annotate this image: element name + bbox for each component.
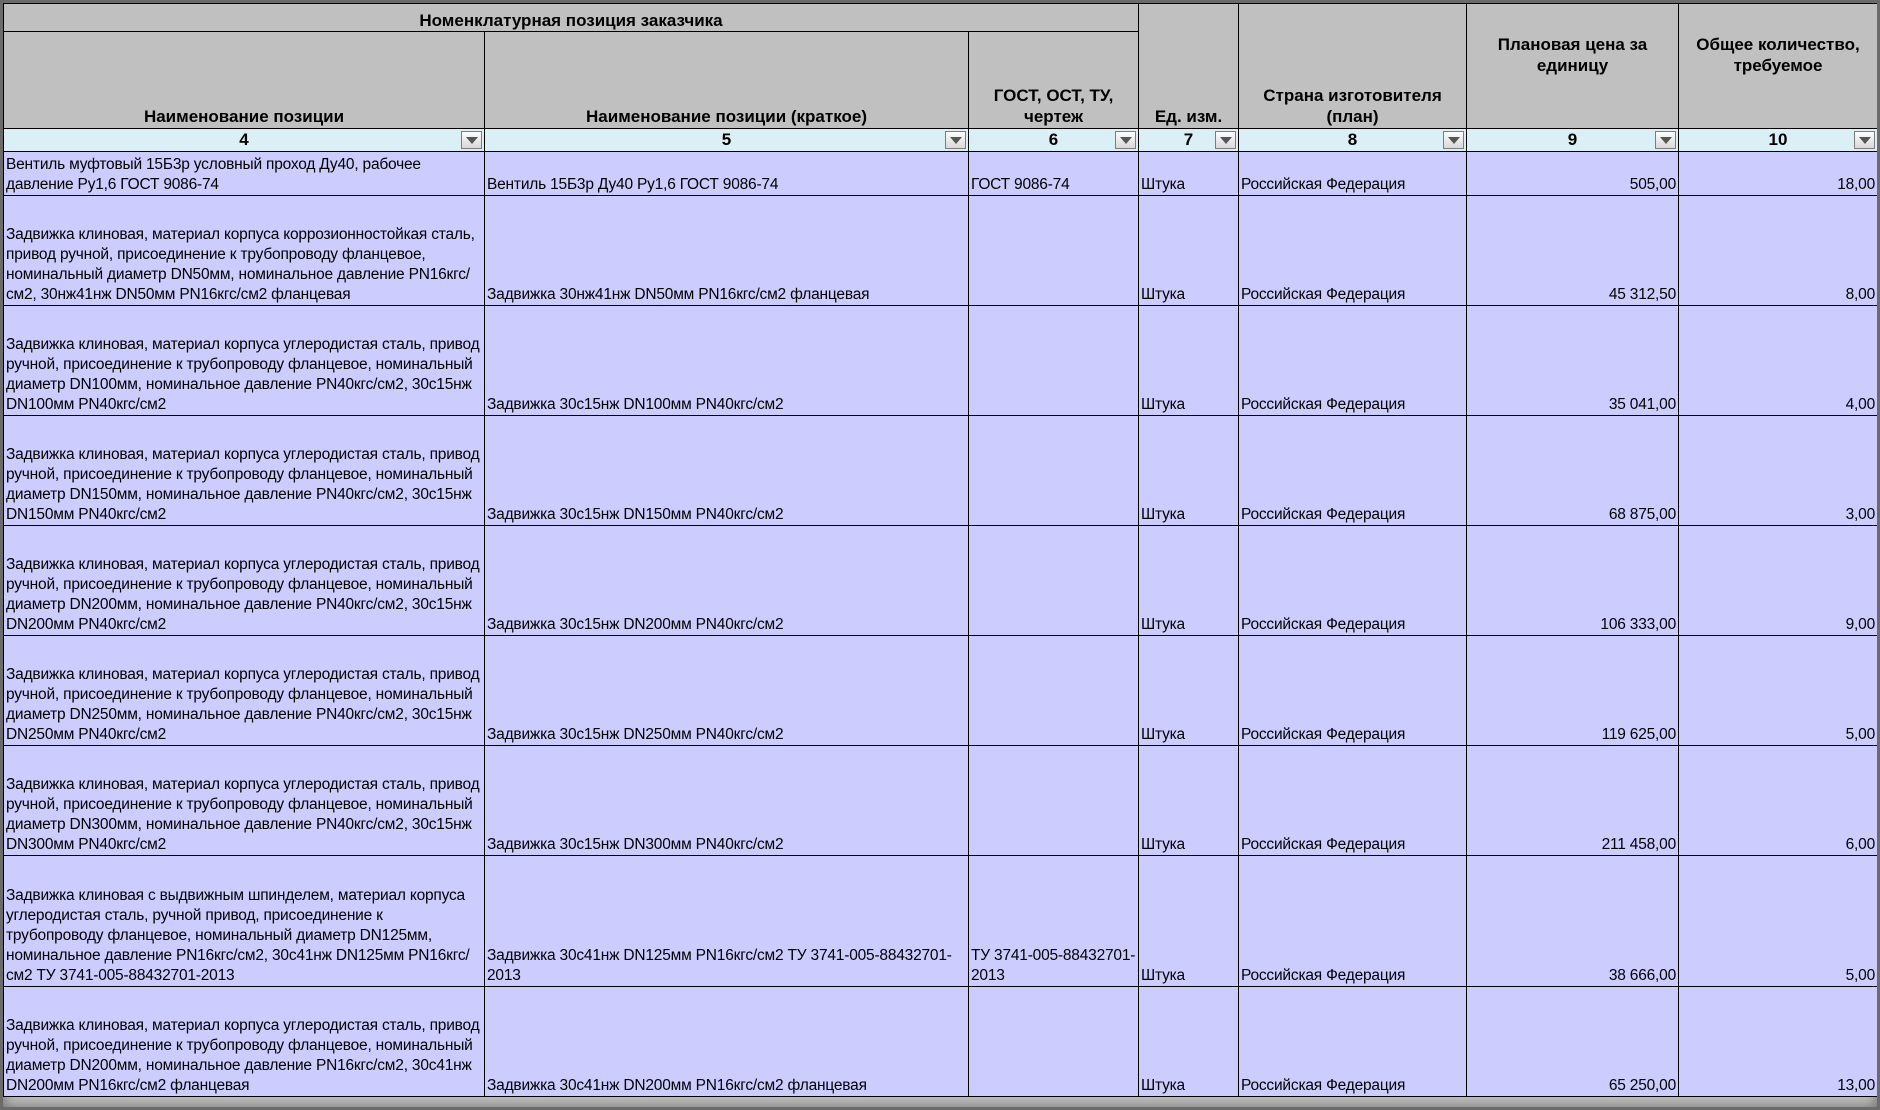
column-number-cell (1239, 129, 1467, 152)
chevron-down-icon (1120, 137, 1132, 144)
header-group-customer-item: Номенклатурная позиция заказчика (4, 4, 1139, 32)
procurement-table (3, 3, 1878, 1097)
cell-item-short-name[interactable]: Задвижка 30с41нж DN125мм PN16кгс/см2 ТУ 3741-005-88432701-2013 (485, 856, 969, 987)
cell-item-short-name[interactable]: Задвижка 30с15нж DN100мм PN40кгс/см2 (485, 306, 969, 416)
column-number-cell (4, 129, 485, 152)
column-number-label: 8 (1347, 130, 1358, 149)
filter-dropdown-button[interactable] (1443, 131, 1464, 149)
header-unit: Ед. изм. (1139, 4, 1239, 129)
chevron-down-icon (1448, 137, 1460, 144)
cell-country[interactable]: Российская Федерация (1239, 746, 1467, 856)
cell-total-quantity[interactable]: 5,00 (1679, 856, 1878, 987)
cell-planned-price[interactable]: 45 312,50 (1467, 196, 1679, 306)
cell-total-quantity[interactable]: 18,00 (1679, 152, 1878, 196)
cell-item-name[interactable]: Задвижка клиновая с выдвижным шпинделем, материал корпуса углеродистая сталь, ручной привод, присоединение к трубопроводу фланцевое, номинальный диаметр DN125мм, номинальное давление PN16кгс/см2, 30с41нж DN125мм PN16кгс/см2 ТУ 3741-005-88432701-2013 (4, 856, 485, 987)
column-number-cell (1139, 129, 1239, 152)
cell-country[interactable]: Российская Федерация (1239, 416, 1467, 526)
cell-planned-price[interactable]: 211 458,00 (1467, 746, 1679, 856)
header-country: Страна изготовителя (план) (1239, 4, 1467, 129)
filter-dropdown-button[interactable] (1115, 131, 1136, 149)
cell-gost[interactable] (969, 306, 1139, 416)
cell-country[interactable]: Российская Федерация (1239, 636, 1467, 746)
table-row (4, 987, 1878, 1097)
column-number-cell (1467, 129, 1679, 152)
header-planned-price: Плановая цена за единицу (1467, 4, 1679, 129)
cell-total-quantity[interactable]: 4,00 (1679, 306, 1878, 416)
column-number-label: 10 (1768, 130, 1788, 149)
cell-gost[interactable] (969, 416, 1139, 526)
table-row (4, 196, 1878, 306)
chevron-down-icon (1220, 137, 1232, 144)
table-row (4, 152, 1878, 196)
cell-gost[interactable] (969, 526, 1139, 636)
table-row (4, 856, 1878, 987)
cell-gost[interactable] (969, 636, 1139, 746)
column-number-filter-row (4, 129, 1878, 152)
header-gost: ГОСТ, ОСТ, ТУ, чертеж (969, 32, 1139, 129)
table-row (4, 306, 1878, 416)
table-row (4, 416, 1878, 526)
cell-total-quantity[interactable]: 5,00 (1679, 636, 1878, 746)
cell-item-short-name[interactable]: Задвижка 30с15нж DN150мм PN40кгс/см2 (485, 416, 969, 526)
cell-planned-price[interactable]: 65 250,00 (1467, 987, 1679, 1097)
cell-unit[interactable]: Штука (1139, 152, 1239, 196)
filter-dropdown-button[interactable] (1655, 131, 1676, 149)
column-number-label: 9 (1567, 130, 1578, 149)
cell-planned-price[interactable]: 68 875,00 (1467, 416, 1679, 526)
cell-country[interactable]: Российская Федерация (1239, 196, 1467, 306)
filter-dropdown-button[interactable] (945, 131, 966, 149)
cell-item-name[interactable]: Задвижка клиновая, материал корпуса коррозионностойкая сталь, привод ручной, присоединение к трубопроводу фланцевое, номинальный диаметр DN50мм, номинальное давление PN16кгс/см2, 30нж41нж DN50мм PN16кгс/см2 фланцевая (4, 196, 485, 306)
cell-item-name[interactable]: Задвижка клиновая, материал корпуса углеродистая сталь, привод ручной, присоединение к трубопроводу фланцевое, номинальный диаметр DN150мм, номинальное давление PN40кгс/см2, 30с15нж DN150мм PN40кгс/см2 (4, 416, 485, 526)
chevron-down-icon (1660, 137, 1672, 144)
cell-item-short-name[interactable]: Задвижка 30с15нж DN200мм PN40кгс/см2 (485, 526, 969, 636)
cell-item-short-name[interactable]: Задвижка 30с41нж DN200мм PN16кгс/см2 фланцевая (485, 987, 969, 1097)
chevron-down-icon (466, 137, 478, 144)
chevron-down-icon (1859, 137, 1871, 144)
filter-dropdown-button[interactable] (1215, 131, 1236, 149)
cell-item-name[interactable]: Задвижка клиновая, материал корпуса углеродистая сталь, привод ручной, присоединение к трубопроводу фланцевое, номинальный диаметр DN100мм, номинальное давление PN40кгс/см2, 30с15нж DN100мм PN40кгс/см2 (4, 306, 485, 416)
column-number-label: 7 (1183, 130, 1194, 149)
cell-country[interactable]: Российская Федерация (1239, 526, 1467, 636)
cell-planned-price[interactable]: 119 625,00 (1467, 636, 1679, 746)
cell-unit[interactable]: Штука (1139, 856, 1239, 987)
cell-gost[interactable]: ГОСТ 9086-74 (969, 152, 1139, 196)
cell-item-name[interactable]: Вентиль муфтовый 15Б3р условный проход Ду40, рабочее давление Ру1,6 ГОСТ 9086-74 (4, 152, 485, 196)
table-body (4, 152, 1878, 1097)
column-number-cell (485, 129, 969, 152)
column-number-label: 5 (721, 130, 732, 149)
cell-total-quantity[interactable]: 6,00 (1679, 746, 1878, 856)
cell-unit[interactable]: Штука (1139, 987, 1239, 1097)
cell-unit[interactable]: Штука (1139, 746, 1239, 856)
cell-item-name[interactable]: Задвижка клиновая, материал корпуса углеродистая сталь, привод ручной, присоединение к трубопроводу фланцевое, номинальный диаметр DN200мм, номинальное давление PN16кгс/см2, 30с41нж DN200мм PN16кгс/см2 фланцевая (4, 987, 485, 1097)
table-row (4, 636, 1878, 746)
chevron-down-icon (950, 137, 962, 144)
column-number-cell (969, 129, 1139, 152)
cell-item-name[interactable]: Задвижка клиновая, материал корпуса углеродистая сталь, привод ручной, присоединение к трубопроводу фланцевое, номинальный диаметр DN300мм, номинальное давление PN40кгс/см2, 30с15нж DN300мм PN40кгс/см2 (4, 746, 485, 856)
cell-planned-price[interactable]: 505,00 (1467, 152, 1679, 196)
cell-total-quantity[interactable]: 8,00 (1679, 196, 1878, 306)
cell-planned-price[interactable]: 35 041,00 (1467, 306, 1679, 416)
cell-item-short-name[interactable]: Задвижка 30нж41нж DN50мм PN16кгс/см2 фланцевая (485, 196, 969, 306)
cell-unit[interactable]: Штука (1139, 416, 1239, 526)
cell-unit[interactable]: Штука (1139, 526, 1239, 636)
cell-total-quantity[interactable]: 3,00 (1679, 416, 1878, 526)
cell-planned-price[interactable]: 106 333,00 (1467, 526, 1679, 636)
column-number-label: 4 (239, 130, 249, 149)
cell-gost[interactable] (969, 196, 1139, 306)
cell-item-short-name[interactable]: Задвижка 30с15нж DN300мм PN40кгс/см2 (485, 746, 969, 856)
cell-country[interactable]: Российская Федерация (1239, 306, 1467, 416)
filter-dropdown-button[interactable] (461, 131, 482, 149)
cell-planned-price[interactable]: 38 666,00 (1467, 856, 1679, 987)
header-item-name: Наименование позиции (4, 32, 485, 129)
cell-total-quantity[interactable]: 9,00 (1679, 526, 1878, 636)
table-row (4, 526, 1878, 636)
filter-dropdown-button[interactable] (1854, 131, 1875, 149)
column-number-label: 6 (1048, 130, 1059, 149)
cell-total-quantity[interactable]: 13,00 (1679, 987, 1878, 1097)
cell-gost[interactable] (969, 746, 1139, 856)
cell-unit[interactable]: Штука (1139, 196, 1239, 306)
cell-country[interactable]: Российская Федерация (1239, 856, 1467, 987)
cell-unit[interactable]: Штука (1139, 636, 1239, 746)
cell-gost[interactable]: ТУ 3741-005-88432701-2013 (969, 856, 1139, 987)
cell-item-short-name[interactable]: Вентиль 15Б3р Ду40 Ру1,6 ГОСТ 9086-74 (485, 152, 969, 196)
column-number-cell (1679, 129, 1878, 152)
cell-item-name[interactable]: Задвижка клиновая, материал корпуса углеродистая сталь, привод ручной, присоединение к трубопроводу фланцевое, номинальный диаметр DN250мм, номинальное давление PN40кгс/см2, 30с15нж DN250мм PN40кгс/см2 (4, 636, 485, 746)
cell-item-short-name[interactable]: Задвижка 30с15нж DN250мм PN40кгс/см2 (485, 636, 969, 746)
table-row (4, 746, 1878, 856)
cell-country[interactable]: Российская Федерация (1239, 987, 1467, 1097)
cell-gost[interactable] (969, 987, 1139, 1097)
header-total-quantity: Общее количество, требуемое (1679, 4, 1878, 129)
header-item-short-name: Наименование позиции (краткое) (485, 32, 969, 129)
cell-country[interactable]: Российская Федерация (1239, 152, 1467, 196)
cell-unit[interactable]: Штука (1139, 306, 1239, 416)
cell-item-name[interactable]: Задвижка клиновая, материал корпуса углеродистая сталь, привод ручной, присоединение к трубопроводу фланцевое, номинальный диаметр DN200мм, номинальное давление PN40кгс/см2, 30с15нж DN200мм PN40кгс/см2 (4, 526, 485, 636)
